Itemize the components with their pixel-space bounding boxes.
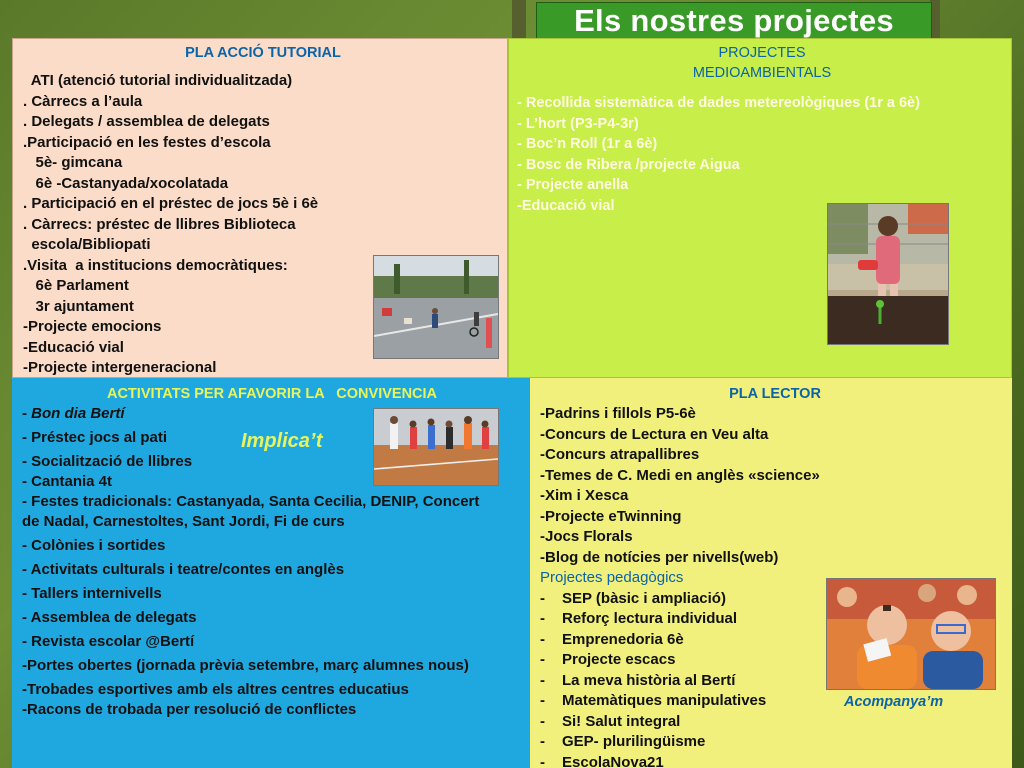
tutorial-line: -Projecte emocions xyxy=(23,318,162,335)
lector-item-label: GEP- plurilingüisme xyxy=(562,733,706,750)
convivencia-line: - Activitats culturals i teatre/contes en anglès xyxy=(22,561,345,578)
convivencia-line: -Portes obertes (jornada prèvia setembre, març alumnes nous) xyxy=(22,657,469,674)
convivencia-line: - Préstec jocs al pati xyxy=(22,429,168,446)
playground-photo xyxy=(373,255,499,359)
lector-item-label: EscolaNova21 xyxy=(562,753,664,768)
lector-item-label: La meva història al Bertí xyxy=(562,671,736,689)
lector-item: - EscolaNova21 xyxy=(540,753,1010,768)
background-strip xyxy=(512,0,526,38)
lector-item: - SEP (bàsic i ampliació) xyxy=(540,589,1010,610)
tutorial-line: 6è -Castanyada/xocolatada xyxy=(23,174,229,192)
convivencia-line: - Cantania 4t xyxy=(22,473,113,490)
convivencia-line: - Colònies i sortides xyxy=(22,537,166,554)
lector-item: - Matemàtiques manipulatives xyxy=(540,691,1010,712)
lector-item: - Reforç lectura individual xyxy=(540,609,1010,630)
garden-photo xyxy=(827,203,949,345)
tutorial-line: .Participació en les festes d’escola xyxy=(23,133,271,151)
tutorial-line: 5è- gimcana xyxy=(23,154,123,171)
tutorial-line: escola/Bibliopati xyxy=(23,236,151,253)
lector-item: - GEP- plurilingüisme xyxy=(540,732,1010,753)
medi-panel xyxy=(508,38,1012,378)
lector-item-label: Emprenedoria 6è xyxy=(562,630,684,648)
lector-item-label: Projecte escacs xyxy=(562,651,676,668)
tutorial-line: 3r ajuntament xyxy=(23,297,134,315)
medi-line: - Projecte anella xyxy=(517,177,629,193)
medi-line: - Boc’n Roll (1r a 6è) xyxy=(517,136,658,152)
lector-line: -Jocs Florals xyxy=(540,528,633,545)
medi-line: - Recollida sistemàtica de dades metereològiques (1r a 6è) xyxy=(517,95,920,111)
lector-item-label: Reforç lectura individual xyxy=(562,610,738,627)
tutorial-line: 6è Parlament xyxy=(23,277,129,294)
tutorial-line: . Participació en el préstec de jocs 5è i 6è xyxy=(23,195,319,212)
lector-item-label: SEP (bàsic i ampliació) xyxy=(562,589,726,607)
tutorial-line: .Visita a institucions democràtiques: xyxy=(23,256,288,274)
convivencia-line: - Assemblea de delegats xyxy=(22,609,197,626)
tutorial-panel xyxy=(12,38,508,378)
convivencia-line: - Tallers internivells xyxy=(22,585,162,602)
medi-line: - Bosc de Ribera /projecte Aigua xyxy=(517,156,740,173)
lector-line: -Padrins i fillols P5-6è xyxy=(540,405,696,422)
convivencia-line: -Trobades esportives amb els altres centres educatius xyxy=(22,681,409,698)
tutorial-heading: PLA ACCIÓ TUTORIAL xyxy=(185,45,341,61)
lector-item: - Si! Salut integral xyxy=(540,712,1010,733)
medi-heading: PROJECTES xyxy=(718,45,806,61)
convivencia-line: - Revista escolar @Bertí xyxy=(22,633,195,650)
lector-line: -Xim i Xesca xyxy=(540,487,629,504)
tutorial-line: . Càrrecs: préstec de llibres Biblioteca xyxy=(23,215,296,233)
lector-item: - La meva història al Bertí xyxy=(540,671,1010,692)
convivencia-prefix: - xyxy=(22,405,32,422)
sports-photo xyxy=(373,408,499,486)
convivencia-heading: ACTIVITATS PER AFAVORIR LA CONVIVENCIA xyxy=(106,386,438,402)
lector-heading: PLA LECTOR xyxy=(729,386,821,402)
lector-item-label: Matemàtiques manipulatives xyxy=(562,692,767,709)
tutorial-line: -Educació vial xyxy=(23,338,124,356)
convivencia-line: - Festes tradicionals: Castanyada, Santa Cecilia, DENIP, Concert de Nadal, Carnestoltes, Sant Jordi, Fi de curs xyxy=(22,493,480,530)
medi-heading: MEDIOAMBIENTALS xyxy=(692,65,832,81)
page-title: Els nostres projectes xyxy=(536,2,932,40)
medi-line: - L’hort (P3-P4-3r) xyxy=(517,115,639,132)
tutorial-line: ATI (atenció tutorial individualitzada) xyxy=(23,72,293,89)
lector-item: - Emprenedoria 6è xyxy=(540,630,1010,651)
medi-line: -Educació vial xyxy=(517,197,615,214)
lector-line: -Concurs atrapallibres xyxy=(540,446,700,463)
tutorial-line: . Càrrecs a l’aula xyxy=(23,92,143,110)
lector-line: -Blog de notícies per nivells(web) xyxy=(540,548,779,566)
lector-subheading: Projectes pedagògics xyxy=(540,569,684,586)
tutorial-line: -Projecte intergeneracional xyxy=(23,359,217,376)
convivencia-line: - Socialització de llibres xyxy=(22,453,193,470)
bon-dia-berti: Bon dia Bertí xyxy=(31,405,125,422)
lector-item: - Projecte escacs xyxy=(540,650,1010,671)
implica-label: Implica’t xyxy=(241,430,323,452)
tutorial-line: . Delegats / assemblea de delegats xyxy=(23,113,270,130)
lector-line: -Projecte eTwinning xyxy=(540,507,682,525)
convivencia-line: -Racons de trobada per resolució de conflictes xyxy=(22,701,357,718)
lector-line: -Concurs de Lectura en Veu alta xyxy=(540,425,769,443)
acompanya-label: Acompanya’m xyxy=(844,694,944,710)
lector-item-label: Si! Salut integral xyxy=(562,712,681,730)
reading-photo xyxy=(826,578,996,690)
lector-line: -Temes de C. Medi en anglès «science» xyxy=(540,466,820,484)
